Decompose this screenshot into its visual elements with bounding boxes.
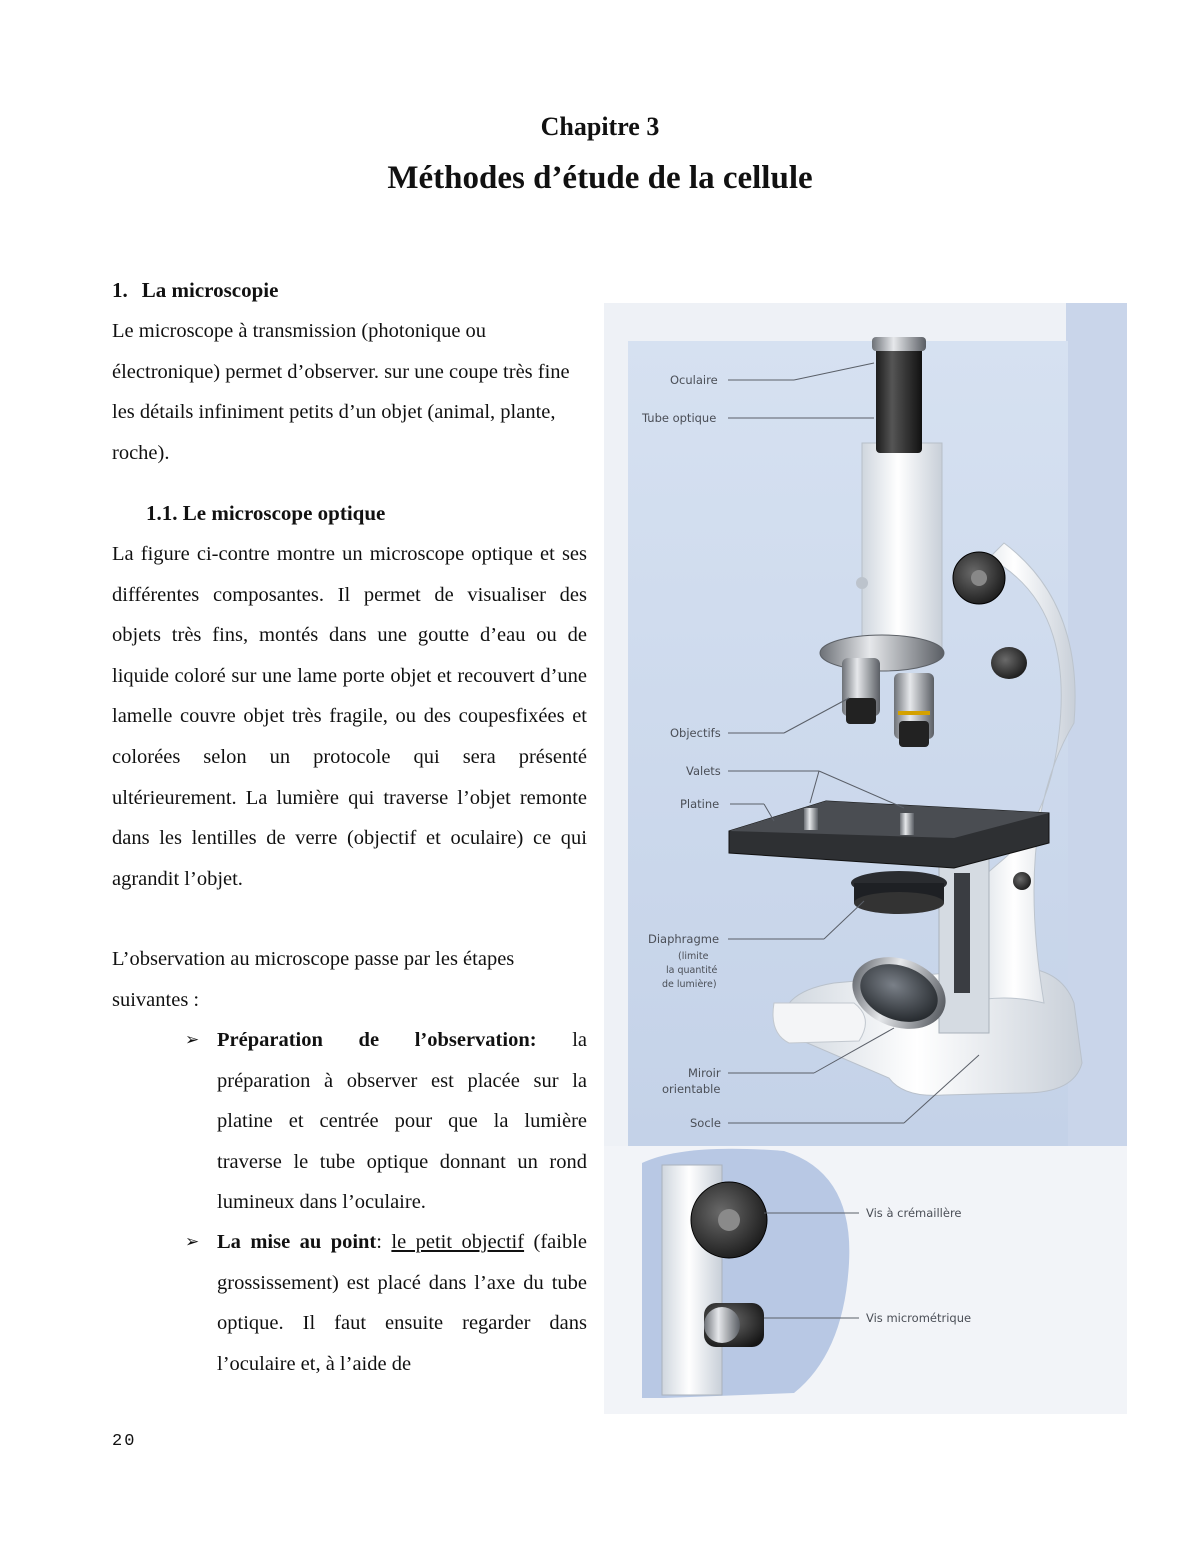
page-title: Méthodes d’étude de la cellule bbox=[387, 160, 813, 196]
microscope-figure bbox=[604, 303, 1127, 1414]
chapter-label: Chapitre 3 bbox=[540, 112, 660, 141]
label-oculaire: Oculaire bbox=[670, 373, 718, 387]
step-text bbox=[217, 1020, 587, 1223]
arrow-bullet-icon: ➢ bbox=[185, 1232, 200, 1252]
step-body: la préparation à observer est placée sur la platine et centrée pour que la lumière traverse le tube optique donnant un rond lumineux dans l’oculaire. bbox=[217, 1029, 587, 1214]
label-vis-micrometrique: Vis micrométrique bbox=[866, 1311, 972, 1325]
step-title: La mise au point bbox=[217, 1231, 377, 1253]
section-heading-1 bbox=[112, 278, 278, 303]
step-mise-au-point bbox=[185, 1222, 587, 1384]
label-diaphragme-note-3: de lumière) bbox=[662, 979, 717, 990]
section-heading-1-1: 1.1. Le microscope optique bbox=[146, 501, 386, 525]
arrow-bullet-icon: ➢ bbox=[185, 1030, 200, 1050]
label-platine: Platine bbox=[680, 797, 720, 811]
label-objectifs: Objectifs bbox=[670, 726, 721, 740]
label-vis-cremaillere: Vis à crémaillère bbox=[866, 1206, 962, 1220]
step-preparation bbox=[185, 1020, 587, 1223]
step-body: (faible grossissement) est placé dans l’axe du tube optique. Il faut ensuite regarder dans l’oculaire et, à l’aide de bbox=[217, 1231, 587, 1375]
label-diaphragme-note-2: la quantité bbox=[666, 965, 718, 976]
step-text bbox=[217, 1222, 587, 1384]
step-colon: : bbox=[376, 1231, 392, 1253]
label-tube-optique: Tube optique bbox=[642, 411, 717, 425]
step-underlined: le petit objectif bbox=[391, 1231, 525, 1253]
label-miroir-2: orientable bbox=[662, 1082, 721, 1096]
paragraph-microscopie: Le microscope à transmission (photonique ou électronique) permet d’observer. sur une coupe très fine les détails infiniment petits d’un objet (animal, plante, roche). bbox=[112, 320, 570, 464]
microscope-illustration bbox=[604, 303, 1127, 1414]
section-number: 1. bbox=[112, 278, 128, 302]
label-diaphragme-note-1: (limite bbox=[678, 951, 709, 962]
page-number: 20 bbox=[112, 1432, 137, 1451]
paragraph-microscope-optique: La figure ci-contre montre un microscope optique et ses différentes composantes. Il permet de visualiser des objets très fins, montés dans une goutte d’eau ou de liquide coloré sur une lame porte objet et recouvert d’une lamelle couvre objet très fragile, ou des coupesfixées et colorées selon un protocole qui sera présenté ultérieurement. La lumière qui traverse l’objet remonte dans les lentilles de verre (objectif et oculaire) ce qui agrandit l’objet. bbox=[112, 543, 587, 890]
label-socle: Socle bbox=[690, 1116, 721, 1130]
section-title: La microscopie bbox=[141, 278, 279, 302]
paragraph-steps-intro: L’observation au microscope passe par les étapes suivantes : bbox=[112, 948, 515, 1011]
label-diaphragme: Diaphragme bbox=[648, 932, 720, 946]
label-miroir-1: Miroir bbox=[688, 1066, 721, 1080]
label-valets: Valets bbox=[686, 764, 721, 778]
step-title: Préparation de l’observation: bbox=[217, 1029, 537, 1051]
